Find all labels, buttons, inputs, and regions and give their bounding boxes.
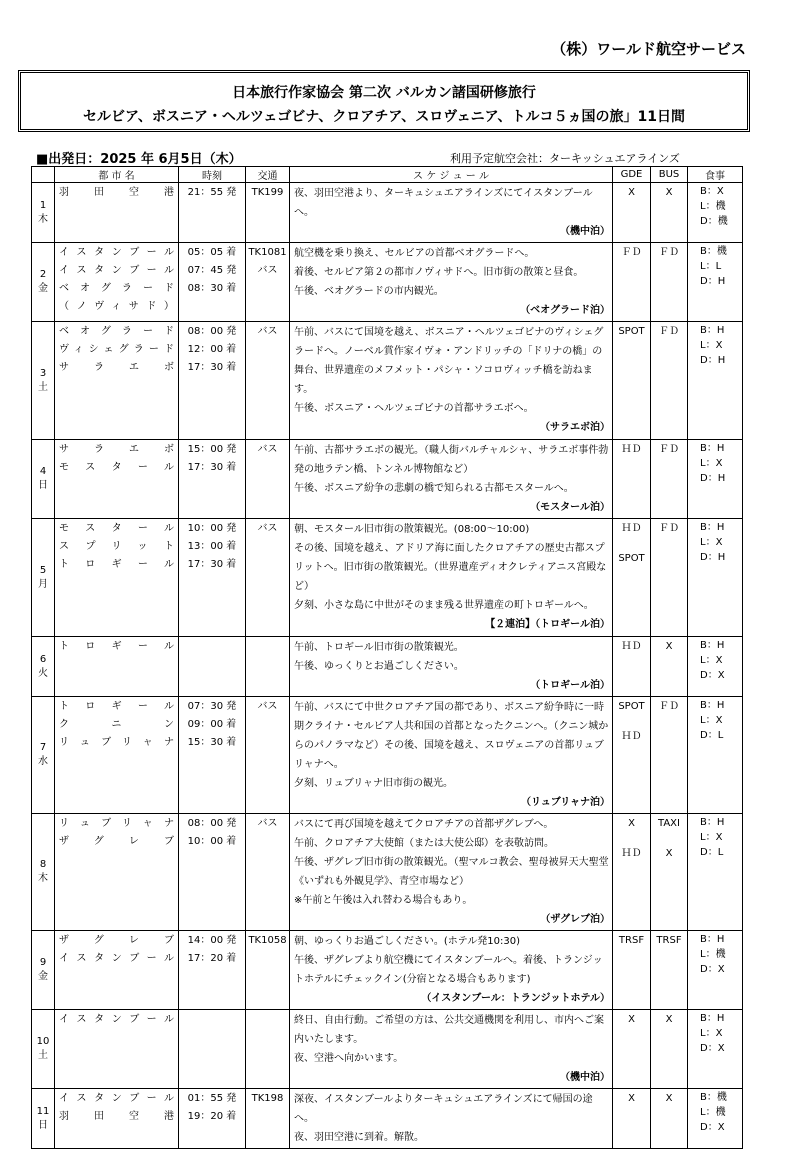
- bus-value: TAXI: [658, 818, 680, 829]
- time-value: 17：20 着: [187, 953, 237, 964]
- city-name: ベオグラード: [59, 283, 174, 294]
- guide-cell: [613, 1010, 651, 1089]
- day-cell: [32, 697, 55, 814]
- time-value: 14：00 発: [187, 935, 237, 946]
- guide-cell: [613, 519, 651, 637]
- table-row: [32, 931, 743, 1010]
- city-name: リュブリャナ: [59, 737, 174, 748]
- table-row: [32, 322, 743, 440]
- overnight-stay: （トロギール泊）: [530, 680, 610, 691]
- city-name: イスタンブール: [59, 1093, 174, 1104]
- schedule-cell: [290, 637, 613, 697]
- meals-cell: [688, 814, 743, 931]
- table-row: [32, 183, 743, 243]
- transport-value-cell: [246, 183, 290, 243]
- day-number: 10: [36, 1036, 50, 1047]
- bus-value: X: [665, 187, 673, 198]
- day-number: 6: [39, 653, 47, 665]
- bus-value: ＦＤ: [659, 326, 679, 337]
- schedule-cell: [290, 931, 613, 1010]
- itinerary-table: [31, 166, 743, 1149]
- schedule-line: 夜、羽田空港より、ターキュシュエアラインズにてイスタンブールへ。: [294, 188, 593, 218]
- bus-cell: [651, 440, 688, 519]
- day-of-week: 金: [38, 283, 48, 294]
- header-bus: BUS: [651, 167, 688, 183]
- time-value-cell: [179, 637, 246, 697]
- day-number: 4: [39, 466, 47, 477]
- meal-value: B：H: [700, 640, 725, 651]
- table-row: [32, 1010, 743, 1089]
- day-number: 8: [39, 859, 47, 870]
- city-name: イスタンブール: [59, 1014, 174, 1025]
- day-of-week: 木: [38, 213, 48, 225]
- meal-value: L：X: [700, 340, 723, 351]
- transport-value-cell: [246, 519, 290, 637]
- guide-cell: [613, 243, 651, 322]
- time-value-cell: [179, 243, 246, 322]
- day-of-week: 土: [38, 1050, 48, 1061]
- time-value-cell: [179, 814, 246, 931]
- guide-cell: [613, 440, 651, 519]
- day-of-week: 日: [38, 1119, 48, 1131]
- guide-cell: [613, 183, 651, 243]
- time-value: 12：00 着: [187, 344, 237, 355]
- guide-cell: [613, 1089, 651, 1149]
- transport-value-cell: [246, 1010, 290, 1089]
- bus-value: X: [665, 1093, 673, 1104]
- bus-value: X: [665, 848, 673, 859]
- time-value: 01：55 発: [187, 1093, 237, 1104]
- transport-value-cell: [246, 1089, 290, 1149]
- meal-value: L：X: [700, 655, 723, 666]
- city-name-cell: [55, 243, 179, 322]
- transport-value: バス: [257, 701, 278, 712]
- city-name: サラエボ: [59, 444, 174, 455]
- city-name-cell: [55, 322, 179, 440]
- meal-value: B：H: [700, 325, 725, 336]
- city-name: トロギール: [59, 559, 174, 570]
- schedule-line: 夕刻、リュブリャナ旧市街の観光。: [294, 778, 453, 789]
- guide-value: X: [628, 1014, 635, 1025]
- table-row: [32, 440, 743, 519]
- time-value: 17：30 着: [187, 362, 237, 373]
- time-value-cell: [179, 697, 246, 814]
- city-name: ザグレブ: [59, 935, 174, 946]
- city-name: トロギール: [59, 701, 174, 712]
- meal-value: L：機: [700, 1107, 726, 1118]
- time-value-cell: [179, 1089, 246, 1149]
- city-name: クニン: [59, 719, 174, 730]
- transport-value: TK199: [251, 187, 284, 198]
- table-header-row: [32, 167, 743, 183]
- schedule-line: 午前、バスにて中世クロアチア国の都であり、ボスニア紛争時に一時期クライナ・セルビア人共和国の首都となったクニンへ。（クニン城からのパノラマなど）その後、国境を越え、スロヴェニアの首都リュブリャナへ。: [294, 702, 609, 770]
- meal-value: B：H: [700, 1013, 725, 1024]
- day-of-week: 土: [38, 381, 48, 393]
- day-number: 5: [39, 564, 47, 576]
- spacer: [615, 538, 648, 550]
- overnight-stay: （ベオグラード泊）: [520, 305, 610, 316]
- schedule-line: 午後、ゆっくりとお過ごしください。: [294, 661, 464, 672]
- day-of-week: 水: [38, 756, 48, 767]
- city-name-cell: [55, 1089, 179, 1149]
- transport-value: TK1081: [248, 247, 287, 258]
- transport-value: バス: [257, 523, 278, 534]
- transport-value-cell: [246, 697, 290, 814]
- time-value: 17：30 着: [187, 559, 237, 570]
- day-cell: [32, 637, 55, 697]
- city-name: ヴィシェグラード: [59, 344, 174, 355]
- schedule-line: 午前、トロギール旧市街の散策観光。: [294, 642, 464, 653]
- schedule-line: 午前、クロアチア大使館（または大使公邸）を表敬訪問。: [294, 838, 554, 849]
- time-value-cell: [179, 931, 246, 1010]
- transport-value: バス: [257, 444, 278, 455]
- transport-value-cell: [246, 931, 290, 1010]
- header-schedule: ス ケ ジ ュ ー ル: [290, 167, 613, 183]
- schedule-line: 午後、ボスニア・ヘルツェゴビナの首都サラエボへ。: [294, 403, 534, 414]
- guide-value: ＨＤ: [621, 731, 642, 742]
- bus-value: X: [665, 1014, 673, 1025]
- transport-value: TK1058: [248, 935, 287, 946]
- day-number: 3: [39, 367, 47, 379]
- bus-cell: [651, 637, 688, 697]
- schedule-cell: [290, 183, 613, 243]
- departure-date: ■出発日：2025 年 6月5日（木）: [36, 152, 242, 167]
- meals-cell: [688, 183, 743, 243]
- meal-value: D：H: [700, 355, 726, 366]
- day-cell: [32, 322, 55, 440]
- transport-value-cell: [246, 243, 290, 322]
- meal-value: D：H: [700, 552, 726, 563]
- guide-value: TRSF: [618, 935, 645, 946]
- time-value: 15：00 発: [187, 444, 237, 455]
- meal-value: D：H: [700, 473, 726, 484]
- city-name-cell: [55, 814, 179, 931]
- day-cell: [32, 1010, 55, 1089]
- bus-value: X: [665, 641, 673, 652]
- day-number: 9: [39, 957, 47, 968]
- city-name-cell: [55, 519, 179, 637]
- meal-value: L：機: [700, 201, 726, 212]
- schedule-line: 午後、ザグレブ旧市街の散策観光。（聖マルコ教会、聖母被昇天大聖堂《いずれも外観見学》、青空市場など）: [294, 857, 609, 887]
- overnight-stay: （機中泊）: [560, 1072, 610, 1083]
- meal-value: D：機: [700, 216, 728, 227]
- time-value: 09：00 着: [187, 719, 237, 730]
- guide-value: SPOT: [618, 553, 645, 564]
- day-of-week: 月: [38, 578, 48, 590]
- city-name-cell: [55, 637, 179, 697]
- schedule-line: 午前、古都サラエボの観光。（職人街バルチャルシャ、サラエボ事件勃発の地ラテン橋、トンネル博物館など）: [294, 445, 609, 475]
- time-value-cell: [179, 440, 246, 519]
- bus-cell: [651, 1010, 688, 1089]
- guide-cell: [613, 931, 651, 1010]
- meal-value: D：H: [700, 276, 726, 287]
- table-row: [32, 637, 743, 697]
- city-name: ザグレブ: [59, 836, 174, 847]
- guide-value: SPOT: [618, 701, 645, 712]
- spacer: [615, 716, 648, 728]
- transport-value-cell: [246, 814, 290, 931]
- meal-value: D：L: [700, 730, 724, 741]
- meal-value: B：H: [700, 817, 725, 828]
- schedule-line: ※午前と午後は入れ替わる場合もあり。: [294, 895, 473, 906]
- overnight-stay: （サラエボ泊）: [540, 422, 610, 433]
- city-name: モスタール: [59, 523, 174, 534]
- schedule-cell: [290, 814, 613, 931]
- time-value: 17：30 着: [187, 462, 237, 473]
- meal-value: L：X: [700, 1028, 723, 1039]
- time-value: 05：05 着: [187, 247, 237, 258]
- schedule-cell: [290, 697, 613, 814]
- transport-value-cell: [246, 637, 290, 697]
- meal-value: D：X: [700, 1122, 725, 1133]
- time-value: 08：30 着: [187, 283, 237, 294]
- city-name: スプリット: [59, 541, 174, 552]
- city-name: トロギール: [59, 641, 174, 652]
- meal-value: D：X: [700, 964, 725, 975]
- transport-value: バス: [257, 326, 278, 337]
- time-value-cell: [179, 183, 246, 243]
- overnight-stay: （イスタンブール：トランジットホテル）: [421, 993, 610, 1004]
- meals-cell: [688, 519, 743, 637]
- meal-value: B：H: [700, 443, 725, 454]
- time-value-cell: [179, 519, 246, 637]
- time-value: 08：00 発: [187, 818, 237, 829]
- bus-cell: [651, 1089, 688, 1149]
- table-row: [32, 697, 743, 814]
- airline-info: 利用予定航空会社：ターキッシュエアラインズ: [450, 152, 680, 165]
- meals-cell: [688, 440, 743, 519]
- time-value: 19：20 着: [187, 1111, 237, 1122]
- guide-value: ＨＤ: [621, 848, 642, 859]
- guide-value: ＨＤ: [621, 444, 642, 455]
- city-name: 羽田空港: [59, 187, 174, 198]
- city-name: モスタール: [59, 462, 174, 473]
- header-day: [32, 167, 55, 183]
- meals-cell: [688, 322, 743, 440]
- day-of-week: 火: [38, 667, 48, 679]
- schedule-line: 深夜、イスタンブールよりターキュシュエアラインズにて帰国の途へ。: [294, 1094, 593, 1124]
- bus-value: ＦＤ: [659, 247, 679, 258]
- guide-value: X: [628, 187, 635, 198]
- schedule-cell: [290, 1010, 613, 1089]
- overnight-stay: （機中泊）: [560, 226, 610, 237]
- city-name: サラエボ: [59, 362, 174, 373]
- meals-cell: [688, 697, 743, 814]
- meals-cell: [688, 1010, 743, 1089]
- day-number: 1: [39, 199, 47, 211]
- table-row: [32, 1089, 743, 1149]
- schedule-cell: [290, 322, 613, 440]
- day-of-week: 日: [38, 480, 48, 491]
- header-time: 時刻: [179, 167, 246, 183]
- day-number: 11: [36, 1105, 50, 1117]
- guide-cell: [613, 697, 651, 814]
- time-value: 10：00 発: [187, 523, 237, 534]
- meal-value: B：H: [700, 522, 725, 533]
- itinerary-body: [32, 183, 743, 1149]
- city-name-cell: [55, 931, 179, 1010]
- meal-value: B：機: [700, 1092, 727, 1103]
- day-number: 7: [39, 742, 47, 753]
- tour-subtitle: セルビア、ボスニア・ヘルツェゴビナ、クロアチア、スロヴェニア、トルコ５ヵ国の旅」11日間: [82, 109, 686, 125]
- meals-cell: [688, 1089, 743, 1149]
- transport-value: バス: [257, 265, 278, 276]
- day-cell: [32, 814, 55, 931]
- day-cell: [32, 243, 55, 322]
- schedule-line: 朝、ゆっくりお過ごしください。(ホテル発10:30): [294, 936, 521, 947]
- meal-value: L：L: [700, 261, 722, 272]
- city-name-cell: [55, 1010, 179, 1089]
- schedule-cell: [290, 519, 613, 637]
- bus-value: ＦＤ: [659, 701, 679, 712]
- bus-cell: [651, 697, 688, 814]
- schedule-line: 朝、モスタール旧市街の散策観光。(08:00～10:00): [294, 524, 530, 535]
- meals-cell: [688, 637, 743, 697]
- bus-cell: [651, 931, 688, 1010]
- table-row: [32, 814, 743, 931]
- city-name: イスタンブール: [59, 953, 174, 964]
- spacer: [653, 833, 685, 845]
- title-box: [18, 70, 750, 132]
- meal-value: B：H: [700, 700, 725, 711]
- tour-title: 日本旅行作家協会 第二次 バルカン諸国研修旅行: [232, 85, 536, 101]
- guide-value: ＦＤ: [621, 247, 642, 258]
- transport-value: TK198: [251, 1093, 284, 1104]
- schedule-cell: [290, 1089, 613, 1149]
- meal-value: L：X: [700, 715, 723, 726]
- schedule-line: 夕刻、小さな島に中世がそのまま残る世界遺産の町トロギールへ。: [294, 600, 594, 611]
- schedule-cell: [290, 440, 613, 519]
- schedule-line: 午後、ボスニア紛争の悲劇の橋で知られる古都モスタールへ。: [294, 483, 574, 494]
- day-of-week: 金: [38, 971, 48, 982]
- transport-value: バス: [257, 818, 278, 829]
- time-value: 07：45 発: [187, 265, 237, 276]
- transport-value-cell: [246, 440, 290, 519]
- city-name: イスタンブール: [59, 247, 174, 258]
- header-transport: 交通: [246, 167, 290, 183]
- time-value-cell: [179, 1010, 246, 1089]
- meal-value: L：X: [700, 832, 723, 843]
- guide-cell: [613, 814, 651, 931]
- guide-value: X: [628, 818, 635, 829]
- city-name: リュブリャナ: [59, 818, 174, 829]
- meal-value: D：X: [700, 1043, 725, 1054]
- time-value: 08：00 発: [187, 326, 237, 337]
- city-name: 羽田空港: [59, 1111, 174, 1122]
- guide-value: X: [628, 1093, 635, 1104]
- meals-cell: [688, 243, 743, 322]
- bus-cell: [651, 519, 688, 637]
- day-number: 2: [39, 269, 47, 280]
- city-name: ベオグラード: [59, 326, 174, 337]
- meal-value: B：機: [700, 246, 727, 257]
- header-meals: 食事: [688, 167, 743, 183]
- bus-value: ＦＤ: [659, 444, 679, 455]
- meal-value: L：X: [700, 458, 723, 469]
- schedule-line: 終日、自由行動。ご希望の方は、公共交通機関を利用し、市内へご案内いたします。: [294, 1015, 604, 1045]
- overnight-stay: （モスタール泊）: [530, 502, 610, 513]
- city-name: イスタンブール: [59, 265, 174, 276]
- city-name-cell: [55, 440, 179, 519]
- schedule-line: 着後、セルビア第２の都市ノヴィサドへ。旧市街の散策と昼食。: [294, 267, 584, 278]
- time-value: 21：55 発: [187, 187, 237, 198]
- city-name-cell: [55, 183, 179, 243]
- guide-cell: [613, 322, 651, 440]
- overnight-stay: （ザグレブ泊）: [540, 914, 610, 925]
- day-of-week: 木: [38, 873, 48, 884]
- day-cell: [32, 519, 55, 637]
- time-value-cell: [179, 322, 246, 440]
- city-name-cell: [55, 697, 179, 814]
- bus-cell: [651, 322, 688, 440]
- guide-value: ＨＤ: [621, 523, 642, 534]
- meal-value: L：機: [700, 949, 726, 960]
- bus-value: TRSF: [656, 935, 682, 946]
- meal-value: L：X: [700, 537, 723, 548]
- table-row: [32, 519, 743, 637]
- bus-cell: [651, 183, 688, 243]
- table-row: [32, 243, 743, 322]
- header-guide: GDE: [613, 167, 651, 183]
- bus-cell: [651, 814, 688, 931]
- meal-value: B：X: [700, 186, 724, 197]
- guide-cell: [613, 637, 651, 697]
- time-value: 15：30 着: [187, 737, 237, 748]
- schedule-line: 午後、ザグレブより航空機にてイスタンブールへ。着後、トランジットホテルにチェックイン(分宿となる場合もあります): [294, 955, 603, 985]
- overnight-stay: 【２連泊】（トロギール泊）: [485, 619, 610, 630]
- schedule-line: 夜、空港へ向かいます。: [294, 1053, 404, 1064]
- schedule-line: その後、国境を越え、アドリア海に面したクロアチアの歴史古都スプリットへ。旧市街の散策観光。（世界遺産ディオクレティアニス宮殿など）: [294, 543, 607, 592]
- time-value: 13：00 着: [187, 541, 237, 552]
- city-name: （ノヴィサド）: [59, 301, 174, 312]
- overnight-stay: （リュブリャナ泊）: [521, 797, 610, 808]
- schedule-cell: [290, 243, 613, 322]
- schedule-line: 夜、羽田空港に到着。解散。: [294, 1132, 424, 1143]
- schedule-line: 午前、バスにて国境を越え、ボスニア・ヘルツェゴビナのヴィシェグラードへ。ノーベル賞作家イヴォ・アンドリッチの「ドリナの橋」の舞台、世界遺産のメフメット・パシャ・ソコロヴィッチ橋を訪ねます。: [294, 327, 604, 395]
- day-cell: [32, 931, 55, 1010]
- day-cell: [32, 1089, 55, 1149]
- time-value: 10：00 着: [187, 836, 237, 847]
- meal-value: D：L: [700, 847, 724, 858]
- guide-value: ＨＤ: [621, 641, 642, 652]
- bus-value: ＦＤ: [659, 523, 679, 534]
- header-city: 都 市 名: [55, 167, 179, 183]
- time-value: 07：30 発: [187, 701, 237, 712]
- schedule-line: バスにて再び国境を越えてクロアチアの首都ザグレブへ。: [294, 819, 554, 830]
- transport-value-cell: [246, 322, 290, 440]
- meals-cell: [688, 931, 743, 1010]
- spacer: [615, 833, 648, 845]
- meal-value: D：X: [700, 670, 725, 681]
- day-cell: [32, 183, 55, 243]
- guide-value: SPOT: [618, 326, 645, 337]
- company-name: （株）ワールド航空サービス: [551, 40, 746, 58]
- schedule-line: 午後、ベオグラードの市内観光。: [294, 286, 444, 297]
- day-cell: [32, 440, 55, 519]
- meal-value: B：H: [700, 934, 725, 945]
- schedule-line: 航空機を乗り換え、セルビアの首都ベオグラードへ。: [294, 248, 535, 259]
- bus-cell: [651, 243, 688, 322]
